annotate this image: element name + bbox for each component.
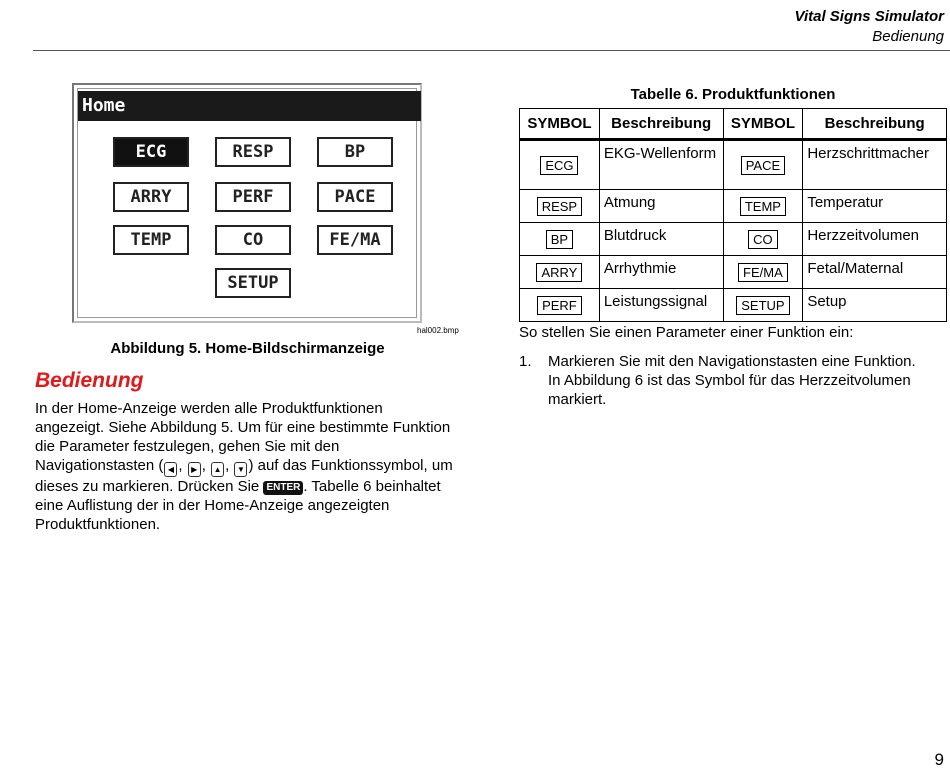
header-rule: [33, 50, 950, 51]
table-row: [520, 140, 947, 190]
product-functions-table: [519, 108, 947, 322]
table-row: [520, 190, 947, 223]
symbol-cell: [520, 223, 600, 256]
symbol-cell: [520, 256, 600, 289]
description-cell: Setup: [803, 289, 947, 322]
body-paragraph: In der Home-Anzeige werden alle Produktfunktionen angezeigt. Siehe Abbildung 5. Um für eine bestimmte Funktion die Parameter festzulegen, gehen Sie mit den Navigationstasten ( ◀ , ▶ , ▲ , ▼ ) auf das Funktionssymbol, um dieses zu markieren. Drücken Sie ENTER . Tabelle 6 beinhaltet eine Auflistung der in der Home-Anzeige angezeigten Produktfunktionen.: [35, 400, 453, 533]
symbol-temp: TEMP: [740, 197, 786, 216]
symbol-arry: ARRY: [536, 263, 582, 282]
running-header-section: Bedienung: [872, 28, 944, 45]
right-arrow-key-icon: ▶: [188, 462, 201, 477]
symbol-cell: [723, 256, 803, 289]
body-text: ) auf das Funktionssymbol, um dieses zu markieren. Drücken Sie: [35, 457, 453, 495]
description-cell: EKG-Wellenform: [599, 140, 723, 190]
home-screen-title: Home: [78, 91, 421, 121]
column-header: SYMBOL: [520, 109, 600, 140]
section-heading: Bedienung: [35, 369, 144, 392]
symbol-resp: RESP: [537, 197, 582, 216]
home-button-resp[interactable]: RESP: [215, 137, 291, 167]
symbol-setup: SETUP: [736, 296, 789, 315]
symbol-cell: [520, 289, 600, 322]
home-button-ecg[interactable]: ECG: [113, 137, 189, 167]
page-number: 9: [934, 750, 944, 769]
symbol-cell: [520, 140, 600, 190]
table-header-row: [520, 109, 947, 140]
description-cell: Arrhythmie: [599, 256, 723, 289]
symbol-cell: [520, 190, 600, 223]
home-button-temp[interactable]: TEMP: [113, 225, 189, 255]
table-row: [520, 256, 947, 289]
description-cell: Atmung: [599, 190, 723, 223]
up-arrow-key-icon: ▲: [211, 462, 224, 477]
home-button-setup[interactable]: SETUP: [215, 268, 291, 298]
description-cell: Herzzeitvolumen: [803, 223, 947, 256]
body-text: . Tabelle 6 beinhaltet eine Auflistung der in der Home-Anzeige angezeigten Produktfunktionen.: [35, 478, 441, 533]
home-button-bp[interactable]: BP: [317, 137, 393, 167]
body-text: In der Home-Anzeige werden alle Produktfunktionen angezeigt. Siehe Abbildung 5. Um für eine bestimmte Funktion die Parameter festzulegen, gehen Sie mit den Navigationstasten (: [35, 400, 451, 474]
table-row: [520, 289, 947, 322]
symbol-cell: [723, 190, 803, 223]
home-button-co[interactable]: CO: [215, 225, 291, 255]
symbol-cell: [723, 140, 803, 190]
home-button-fema[interactable]: FE/MA: [317, 225, 393, 255]
home-screen-display: [77, 88, 417, 318]
running-header-title: Vital Signs Simulator: [794, 8, 944, 25]
description-cell: Leistungssignal: [599, 289, 723, 322]
down-arrow-key-icon: ▼: [234, 462, 247, 477]
home-button-arry[interactable]: ARRY: [113, 182, 189, 212]
symbol-ecg: ECG: [540, 156, 578, 175]
procedure-intro: So stellen Sie einen Parameter einer Funktion ein:: [519, 324, 854, 341]
symbol-pace: PACE: [741, 156, 785, 175]
column-header: Beschreibung: [599, 109, 723, 140]
column-header: Beschreibung: [803, 109, 947, 140]
home-button-perf[interactable]: PERF: [215, 182, 291, 212]
symbol-co: CO: [748, 230, 778, 249]
home-screen-figure: [72, 83, 422, 323]
description-cell: Fetal/Maternal: [803, 256, 947, 289]
step-text: Markieren Sie mit den Navigationstasten eine Funktion. In Abbildung 6 ist das Symbol für das Herzzeitvolumen markiert.: [548, 353, 916, 408]
description-cell: Temperatur: [803, 190, 947, 223]
symbol-cell: [723, 223, 803, 256]
description-cell: Blutdruck: [599, 223, 723, 256]
column-header: SYMBOL: [723, 109, 803, 140]
figure-filename: hal002.bmp: [417, 326, 459, 335]
table-caption: Tabelle 6. Produktfunktionen: [630, 86, 836, 103]
symbol-cell: [723, 289, 803, 322]
home-button-pace[interactable]: PACE: [317, 182, 393, 212]
step-number: 1.: [519, 353, 532, 370]
table-row: [520, 223, 947, 256]
symbol-perf: PERF: [537, 296, 582, 315]
symbol-bp: BP: [546, 230, 573, 249]
symbol-fema: FE/MA: [738, 263, 788, 282]
procedure-step: [519, 352, 919, 409]
description-cell: Herzschrittmacher: [803, 140, 947, 190]
enter-key-icon: ENTER: [263, 481, 303, 495]
figure-caption: Abbildung 5. Home-Bildschirmanzeige: [110, 340, 385, 357]
left-arrow-key-icon: ◀: [164, 462, 177, 477]
